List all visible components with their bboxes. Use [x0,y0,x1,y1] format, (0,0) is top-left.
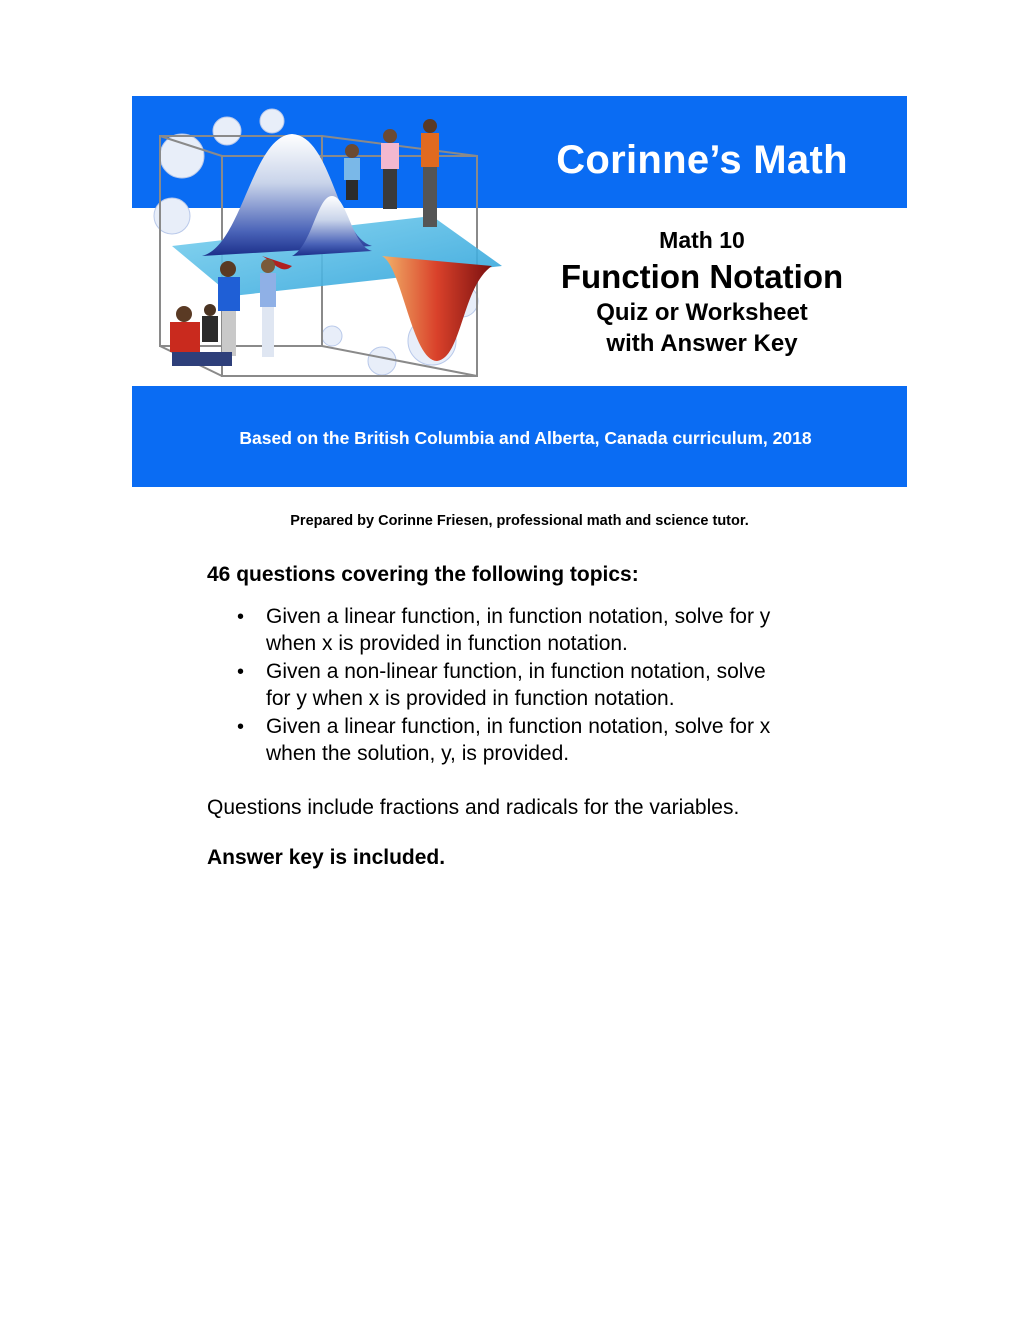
worksheet-title: Function Notation [560,258,844,295]
topic-line: for y when x is provided in function notation. [266,686,675,710]
description-section [207,562,847,871]
topics-heading: 46 questions covering the following topics: [207,563,639,586]
bullet-icon: • [237,716,245,738]
prepared-by: Prepared by Corinne Friesen, professional math and science tutor. [290,513,749,529]
course-subject: Math 10 [659,227,745,253]
variables-note: Questions include fractions and radicals for the variables. [207,796,740,819]
topic-line: when the solution, y, is provided. [266,741,570,765]
list-item [207,659,847,712]
topic-line: Given a linear function, in function notation, solve for y [266,605,771,628]
surface-plot-illustration [132,96,512,386]
bullet-icon: • [237,606,245,628]
brand-title: Corinne’s Math [556,138,848,182]
answer-key-note: Answer key is included. [207,846,446,869]
list-item [207,714,847,767]
bullet-icon: • [237,661,245,683]
curriculum-note: Based on the British Columbia and Alberta, Canada curriculum, 2018 [239,428,812,448]
topic-line: Given a linear function, in function notation, solve for x [266,715,771,738]
topic-line: when x is provided in function notation. [266,631,628,655]
subtitle-line-2: with Answer Key [606,330,798,357]
topic-line: Given a non-linear function, in function notation, solve [266,660,766,683]
cover-banner [132,96,907,487]
worksheet-subtitle [532,297,872,359]
subtitle-line-1: Quiz or Worksheet [596,299,808,326]
list-item [207,604,847,657]
topics-list [207,604,847,767]
